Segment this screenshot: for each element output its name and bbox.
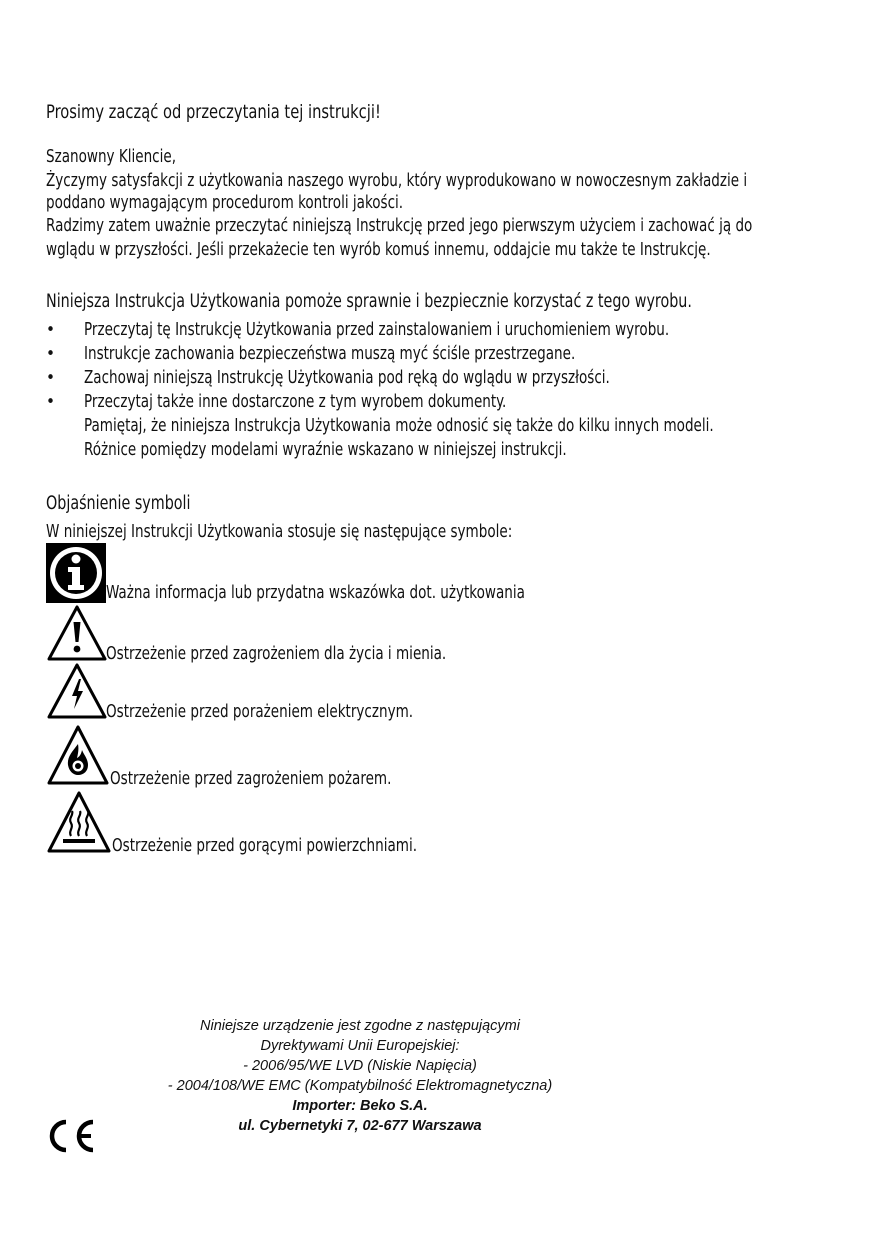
electric-shock-icon [46,662,108,720]
symbol-row-electric [46,662,566,722]
manual-page: Prosimy zacząć od przeczytania tej instrukcji! Szanowny Kliencie, Życzymy satysfakcji z użytkowania naszego wyrobu, który wyprodukowano w nowoczesnym zakładzie i poddano wymagającym procedurom kontroli jakości. Radzimy zatem uważnie przeczytać niniejszą Instrukcję przed jego pierwszym użyciem i zachować ją do wglądu w przyszłości. Jeśli przekażecie ten wyrób komuś innemu, oddajcie mu także te Instrukcję. Niniejsza Instrukcja Użytkowania pomoże sprawnie i bezpiecznie korzystać z tego wyrobu. • Przeczytaj tę Instrukcję Użytkowania przed zainstalowaniem i uruchomieniem wyrobu. • Instrukcje zachowania bezpieczeństwa muszą myć ściśle przestrzegane. • Zachowaj niniejszą Instrukcję Użytkowania pod ręką do wglądu w przyszłości. • Przeczytaj także inne dostarczone z tym wyrobem dokumenty. Pamiętaj, że niniejsza Instrukcja Użytkowania może odnosić się także do kilku innych modeli. Różnice pomiędzy modelami wyraźnie wskazano w niniejszej instrukcji. Objaśnienie symboli W niniejszej Instrukcji Użytkowania stosuje się następujące symbole: Ważna informacja lub przydatna wskazówka dot. użytkowania Ostrzeżenie przed zagrożeniem dla życia i mienia. Ostrzeżenie przed porażeniem elektrycznym. Ostrzeżenie przed zagrożeniem pożarem. Ostrzeżenie przed gorącymi powierzchniami. Niniejsze urządzenie jest zgodne z następującymi Dyrektywami Unii Europejskiej: - 2006/95/WE LVD (Niskie Napięcia) - 2004/108/WE EMC (Kompatybilność Elektromagnetyczna) Importer: Beko S.A. ul. Cybernetyki 7, 02-677 Warszawa [0,0,872,1240]
symbol-label: Ostrzeżenie przed zagrożeniem pożarem. [110,769,392,789]
usage-heading: Niniejsza Instrukcja Użytkowania pomoże sprawnie i bezpiecznie korzystać z tego wyrobu. [46,291,692,312]
intro-heading: Prosimy zacząć od przeczytania tej instrukcji! [46,101,381,123]
warning-icon [46,604,108,662]
intro-line: Radzimy zatem uważnie przeczytać niniejszą Instrukcję przed jego pierwszym użyciem i zachować ją do [46,216,753,236]
symbol-label: Ważna informacja lub przydatna wskazówka dot. użytkowania [106,583,525,603]
symbol-label: Ostrzeżenie przed zagrożeniem dla życia i mienia. [106,644,447,664]
symbols-heading: Objaśnienie symboli [46,493,191,514]
symbol-row-hot-surface [46,790,566,856]
symbol-row-info [46,543,566,603]
bullet: • [46,368,56,388]
footer-line: - 2006/95/WE LVD (Niskie Napięcia) [243,1058,477,1074]
intro-line: wglądu w przyszłości. Jeśli przekażecie ten wyrób komuś innemu, oddajcie mu także te Instrukcję. [46,240,711,260]
symbol-label: Ostrzeżenie przed gorącymi powierzchniami. [112,836,418,856]
salutation: Szanowny Kliencie, [46,147,176,167]
info-icon [46,543,106,603]
importer-address: ul. Cybernetyki 7, 02-677 Warszawa [238,1118,482,1134]
symbol-row-fire [46,724,566,788]
bullet: • [46,320,56,340]
importer: Importer: Beko S.A. [292,1098,428,1114]
symbols-intro: W niniejszej Instrukcji Użytkowania stosuje się następujące symbole: [46,522,513,542]
footer-line: Niniejsze urządzenie jest zgodne z następującymi [200,1018,520,1034]
footer-line: Dyrektywami Unii Europejskiej: [260,1038,460,1054]
symbol-label: Ostrzeżenie przed porażeniem elektrycznym. [106,702,414,722]
intro-line: poddano wymagającym procedurom kontroli jakości. [46,193,404,213]
footer-line: - 2004/108/WE EMC (Kompatybilność Elektromagnetyczna) [167,1078,553,1094]
symbol-row-warning [46,604,566,664]
hot-surface-icon [46,790,112,854]
intro-line: Życzymy satysfakcji z użytkowania naszego wyrobu, który wyprodukowano w nowoczesnym zakładzie i [46,171,748,191]
bullet: • [46,392,56,412]
ce-mark-icon [46,1118,98,1154]
bullet: • [46,344,56,364]
fire-icon [46,724,110,786]
